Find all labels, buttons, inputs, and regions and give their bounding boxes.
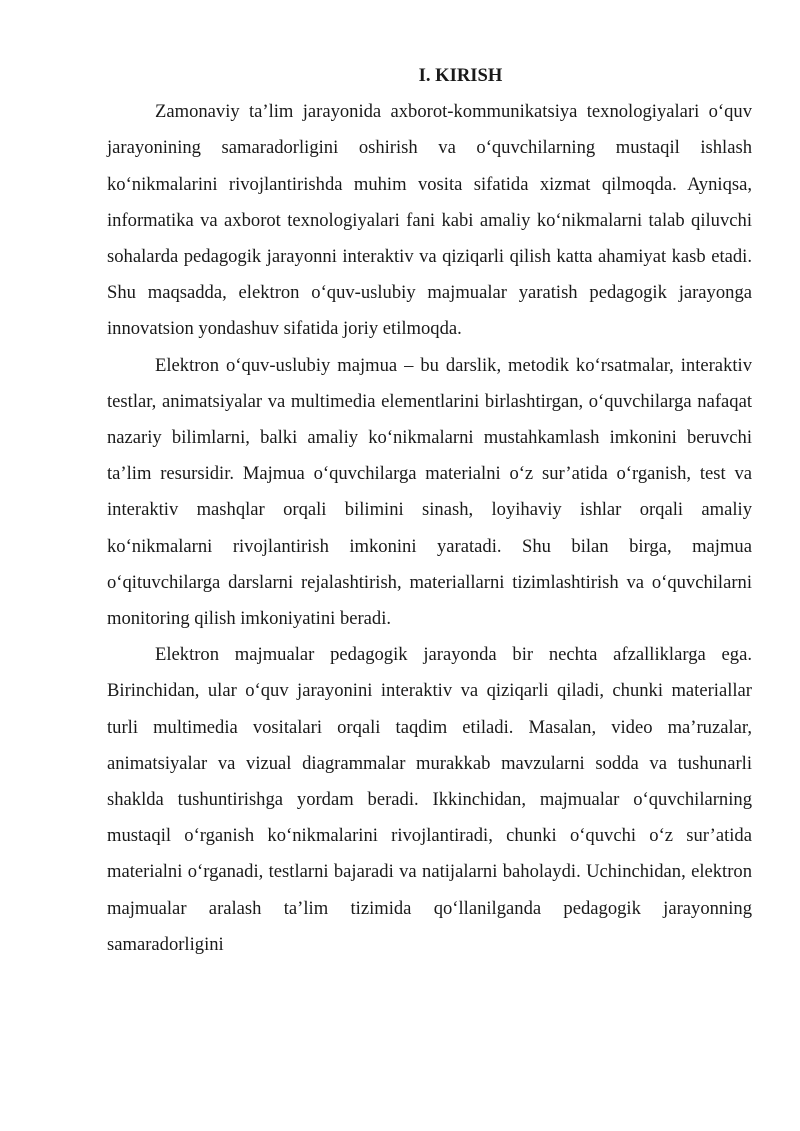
paragraph-definition: Elektron o‘quv-uslubiy majmua – bu darslik, metodik ko‘rsatmalar, interaktiv testlar, animatsiyalar va multimedia elementlarini birlashtirgan, o‘quvchilarga nafaqat nazariy bilimlarni, balki amaliy ko‘nikmalarni mustahkamlash imkonini beruvchi ta’lim resursidir. Majmua o‘quvchilarga materialni o‘z sur’atida o‘rganish, test va interaktiv mashqlar orqali bilimini sinash, loyihaviy ishlar orqali amaliy ko‘nikmalarni rivojlantirish imkonini yaratadi. Shu bilan birga, majmua o‘qituvchilarga darslarni rejalashtirish, materiallarni tizimlashtirish va o‘quvchilarni monitoring qilish imkoniyatini beradi. xyxy=(107,354,752,630)
document-page xyxy=(107,58,752,963)
paragraph-intro: Zamonaviy ta’lim jarayonida axborot-kommunikatsiya texnologiyalari o‘quv jarayonining samaradorligini oshirish va o‘quvchilarning mustaqil ishlash ko‘nikmalarini rivojlantirishda muhim vosita sifatida xizmat qilmoqda. Ayniqsa, informatika va axborot texnologiyalari fani kabi amaliy ko‘nikmalarni talab qiluvchi sohalarda pedagogik jarayonni interaktiv va qiziqarli qilish katta ahamiyat kasb etadi. Shu maqsadda, elektron o‘quv-uslubiy majmualar yaratish pedagogik jarayonga innovatsion yondashuv sifatida joriy etilmoqda. xyxy=(107,101,752,340)
section-title: I. KIRISH xyxy=(418,65,503,86)
paragraph-advantages: Elektron majmualar pedagogik jarayonda bir nechta afzalliklarga ega. Birinchidan, ular o‘quv jarayonini interaktiv va qiziqarli qiladi, chunki materiallar turli multimedia vositalari orqali taqdim etiladi. Masalan, video ma’ruzalar, animatsiyalar va vizual diagrammalar murakkab mavzularni sodda va tushunarli shaklda tushuntirishga yordam beradi. Ikkinchidan, majmualar o‘quvchilarning mustaqil o‘rganish ko‘nikmalarini rivojlantiradi, chunki o‘quvchi o‘z sur’atida materialni o‘rganadi, testlarni bajaradi va natijalarni baholaydi. Uchinchidan, elektron majmualar aralash ta’lim tizimida qo‘llanilganda pedagogik jarayonning samaradorligini xyxy=(107,644,752,955)
